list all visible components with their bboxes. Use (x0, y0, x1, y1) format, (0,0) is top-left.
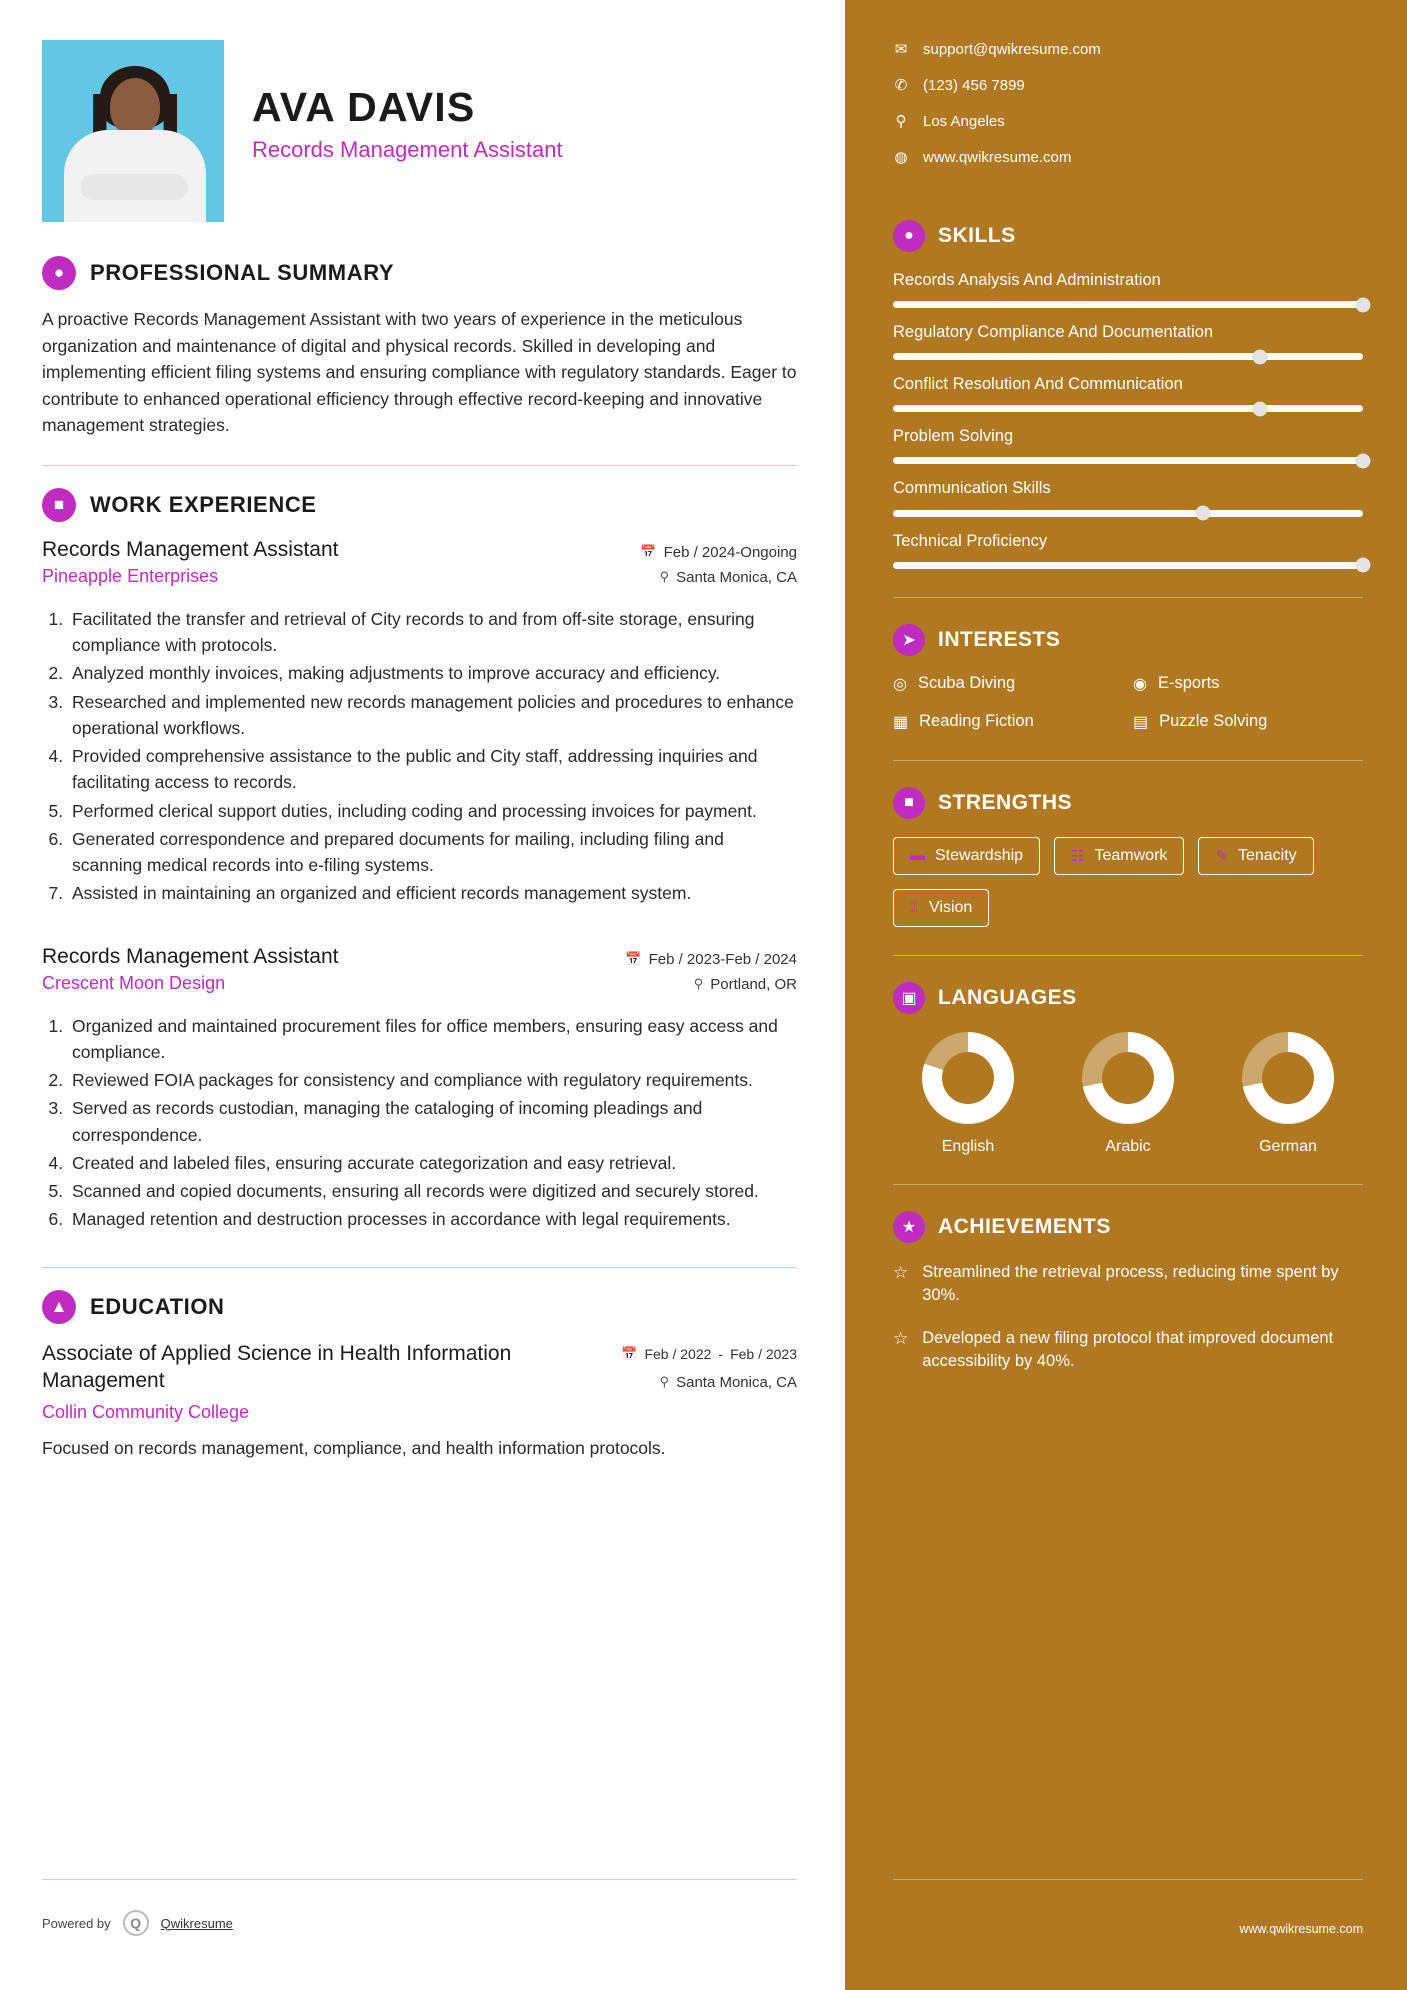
contact-phone[interactable] (893, 76, 1363, 94)
language-item (1213, 1032, 1363, 1156)
job-title: Records Management Assistant (42, 944, 339, 968)
section-title-interests: INTERESTS (938, 627, 1061, 651)
qwikresume-brand-link[interactable]: Qwikresume (160, 1915, 233, 1931)
strength-label: Tenacity (1237, 846, 1297, 864)
location-pin-icon: ⚲ (659, 569, 670, 585)
list-item: 4. Created and labeled files, ensuring accurate categorization and easy retrieval. (68, 1150, 797, 1176)
link-icon: ✎ (1215, 847, 1228, 865)
skill-name: Technical Proficiency (893, 531, 1048, 550)
list-item: 1. Organized and maintained procurement files for office members, ensuring easy access and compliance. (68, 1013, 797, 1066)
skill-name: Records Analysis And Administration (893, 271, 1161, 289)
award-icon: ☆ (893, 1328, 909, 1348)
skill-item (893, 426, 1363, 464)
section-title-achievements: ACHIEVEMENTS (938, 1214, 1111, 1238)
interest-label: Puzzle Solving (1159, 712, 1268, 731)
calendar-icon: 📅 (625, 951, 642, 967)
section-header-languages (893, 982, 1363, 1014)
education-meta (587, 1340, 797, 1399)
section-title-strengths: STRENGTHS (938, 790, 1073, 814)
interest-item (1133, 712, 1363, 732)
briefcase-icon: ▬ (910, 847, 925, 865)
achievement-text: Developed a new filing protocol that improved document accessibility by 40%. (922, 1328, 1334, 1370)
language-name: German (1259, 1137, 1317, 1155)
language-progress-donut (1082, 1032, 1174, 1124)
skill-bar[interactable] (893, 510, 1363, 517)
contact-email[interactable] (893, 40, 1363, 58)
education-degree: Associate of Applied Science in Health Information Management (42, 1341, 512, 1393)
powered-by-label: Powered by (42, 1915, 111, 1931)
section-header-achievements (893, 1211, 1363, 1243)
section-header-skills (893, 220, 1363, 252)
job-location: Portland, OR (710, 975, 797, 993)
resume-sidebar (845, 0, 1407, 1990)
achievement-item (893, 1261, 1363, 1307)
contact-website-value: www.qwikresume.com (923, 148, 1072, 166)
skill-item (893, 478, 1363, 516)
contact-phone-value: (123) 456 7899 (923, 76, 1025, 94)
divider (42, 465, 797, 466)
section-title-experience: WORK EXPERIENCE (90, 491, 317, 517)
paper-plane-icon: ➤ (893, 624, 925, 656)
scuba-icon: ◎ (893, 675, 907, 693)
strength-item (1198, 837, 1313, 875)
section-header-strengths (893, 787, 1363, 819)
language-badge-icon: ▣ (893, 982, 925, 1014)
job-dates: Feb / 2024-Ongoing (663, 543, 797, 561)
job-meta (587, 538, 797, 594)
job-bullets (68, 1013, 797, 1233)
interest-item (1133, 674, 1363, 694)
list-item: 5. Scanned and copied documents, ensuring all records were digitized and securely stored. (68, 1178, 797, 1204)
divider (42, 1267, 797, 1268)
list-item: 4. Provided comprehensive assistance to the public and City staff, addressing inquiries and facilitating access to records. (68, 743, 797, 796)
esports-icon: ◉ (1133, 675, 1147, 693)
section-header-experience (42, 488, 797, 522)
lightbulb-icon: ● (893, 220, 925, 252)
skill-item (893, 374, 1363, 412)
skill-bar[interactable] (893, 353, 1363, 360)
experience-item (42, 945, 797, 1233)
list-item: 5. Performed clerical support duties, including coding and processing invoices for payment. (68, 798, 797, 824)
strength-item (893, 889, 989, 927)
sidebar-footer-divider (893, 1879, 1363, 1880)
candidate-role: Records Management Assistant (252, 137, 563, 162)
summary-text: A proactive Records Management Assistant with two years of experience in the meticulous organization and maintenance of digital and physical records. Skilled in developing and implementing efficient filing systems and ensuring compliance with regulatory standards. Eager to contribute to enhanced operational efficiency through effective record-keeping and innovative management strategies. (42, 309, 797, 436)
interest-label: Scuba Diving (917, 674, 1016, 693)
education-description: Focused on records management, compliance, and health information protocols. (42, 1438, 666, 1459)
language-progress-donut (922, 1032, 1014, 1124)
footer-divider (42, 1879, 797, 1880)
languages-list (893, 1032, 1363, 1156)
section-header-education (42, 1290, 797, 1324)
contact-location-value: Los Angeles (923, 112, 1005, 130)
job-location: Santa Monica, CA (676, 568, 797, 586)
award-icon: ☆ (893, 1262, 909, 1282)
experience-item (42, 538, 797, 907)
list-item: 1. Facilitated the transfer and retrieval of City records to and from off-site storage, ensuring compliance with protocols. (68, 606, 797, 659)
skill-bar[interactable] (893, 562, 1363, 569)
contact-location (893, 112, 1363, 130)
list-item: 3. Researched and implemented new records management policies and procedures to enhance operational workflows. (68, 689, 797, 742)
language-progress-donut (1242, 1032, 1334, 1124)
language-name: Arabic (1105, 1137, 1151, 1155)
job-meta (587, 945, 797, 1001)
skill-name: Communication Skills (893, 479, 1051, 498)
strength-label: Teamwork (1094, 846, 1168, 864)
language-item (893, 1032, 1043, 1156)
list-item: 6. Managed retention and destruction processes in accordance with legal requirements. (68, 1206, 797, 1232)
star-circle-icon: ★ (893, 1211, 925, 1243)
strength-label: Stewardship (935, 846, 1024, 864)
sidebar-website[interactable]: www.qwikresume.com (1239, 1922, 1363, 1936)
interest-label: Reading Fiction (919, 712, 1034, 731)
achievement-text: Streamlined the retrieval process, reducing time spent by 30%. (922, 1262, 1339, 1304)
globe-icon: ◍ (894, 149, 908, 166)
location-pin-icon: ⚲ (659, 1374, 670, 1390)
name-block (252, 40, 563, 163)
contact-list (893, 40, 1363, 166)
skill-item (893, 531, 1363, 569)
calendar-icon: 📅 (621, 1345, 638, 1361)
strength-item (1054, 837, 1184, 875)
skill-bar[interactable] (893, 301, 1363, 308)
skill-name: Conflict Resolution And Communication (893, 375, 1183, 394)
graduation-cap-icon: ▲ (42, 1290, 76, 1324)
interest-item (893, 712, 1123, 732)
achievements-list (893, 1261, 1363, 1373)
job-company: Crescent Moon Design (42, 972, 226, 993)
section-title-skills: SKILLS (938, 224, 1016, 247)
envelope-icon: ✉ (894, 41, 908, 58)
interests-list (893, 674, 1363, 732)
strengths-list (893, 837, 1363, 927)
candidate-name: AVA DAVIS (252, 84, 476, 130)
skill-bar[interactable] (893, 457, 1363, 464)
list-item: 2. Reviewed FOIA packages for consistency and compliance with regulatory requirements. (68, 1067, 797, 1093)
puzzle-icon: ▤ (1133, 713, 1149, 731)
education-school: Collin Community College (42, 1402, 250, 1423)
fist-icon: ■ (893, 787, 925, 819)
skill-item (893, 270, 1363, 308)
skill-bar[interactable] (893, 405, 1363, 412)
section-title-languages: LANGUAGES (938, 985, 1077, 1009)
section-title-education: EDUCATION (90, 1293, 225, 1319)
qwikresume-logo-icon: Q (123, 1910, 149, 1936)
list-item: 7. Assisted in maintaining an organized and efficient records management system. (68, 880, 797, 906)
location-pin-icon: ⚲ (895, 113, 907, 130)
job-title: Records Management Assistant (42, 537, 339, 561)
list-item: 6. Generated correspondence and prepared documents for mailing, including filing and scanning medical records into e-filing systems. (68, 826, 797, 879)
section-title-summary: PROFESSIONAL SUMMARY (90, 260, 395, 285)
strength-label: Vision (929, 898, 973, 916)
strength-item (893, 837, 1040, 875)
education-date-start: Feb / 2022 (644, 1345, 712, 1362)
book-icon: ▦ (893, 713, 909, 731)
profile-photo (42, 40, 224, 222)
resume-header (42, 40, 797, 222)
skills-list (893, 270, 1363, 569)
skill-name: Regulatory Compliance And Documentation (893, 323, 1214, 342)
skill-item (893, 322, 1363, 360)
divider (893, 1184, 1363, 1185)
section-header-summary (42, 256, 797, 290)
list-item: 3. Served as records custodian, managing the cataloging of incoming pleadings and correspondence. (68, 1095, 797, 1148)
divider (893, 597, 1363, 598)
language-name: English (941, 1137, 995, 1155)
phone-icon: ✆ (894, 77, 908, 94)
list-item: 2. Analyzed monthly invoices, making adjustments to improve accuracy and efficiency. (68, 660, 797, 686)
location-pin-icon: ⚲ (693, 976, 704, 992)
interest-item (893, 674, 1123, 694)
education-date-end: Feb / 2023 (730, 1345, 797, 1362)
user-circle-icon: ● (42, 256, 76, 290)
calendar-icon: 📅 (640, 544, 657, 560)
job-dates: Feb / 2023-Feb / 2024 (648, 950, 797, 968)
contact-website[interactable] (893, 148, 1363, 166)
divider (893, 760, 1363, 761)
binoculars-icon: ⑄ (910, 899, 920, 917)
interest-label: E-sports (1157, 674, 1220, 693)
achievement-item (893, 1327, 1363, 1373)
job-company: Pineapple Enterprises (42, 565, 219, 586)
job-bullets (68, 606, 797, 907)
language-item (1053, 1032, 1203, 1156)
skill-name: Problem Solving (893, 427, 1014, 446)
date-separator: - (718, 1345, 724, 1362)
divider (893, 955, 1363, 956)
footer (42, 1910, 797, 1936)
education-location: Santa Monica, CA (676, 1373, 797, 1391)
section-header-interests (893, 624, 1363, 656)
briefcase-icon: ■ (42, 488, 76, 522)
contact-email-value: support@qwikresume.com (923, 40, 1101, 58)
education-item (42, 1340, 797, 1424)
team-icon: ☷ (1071, 847, 1085, 865)
